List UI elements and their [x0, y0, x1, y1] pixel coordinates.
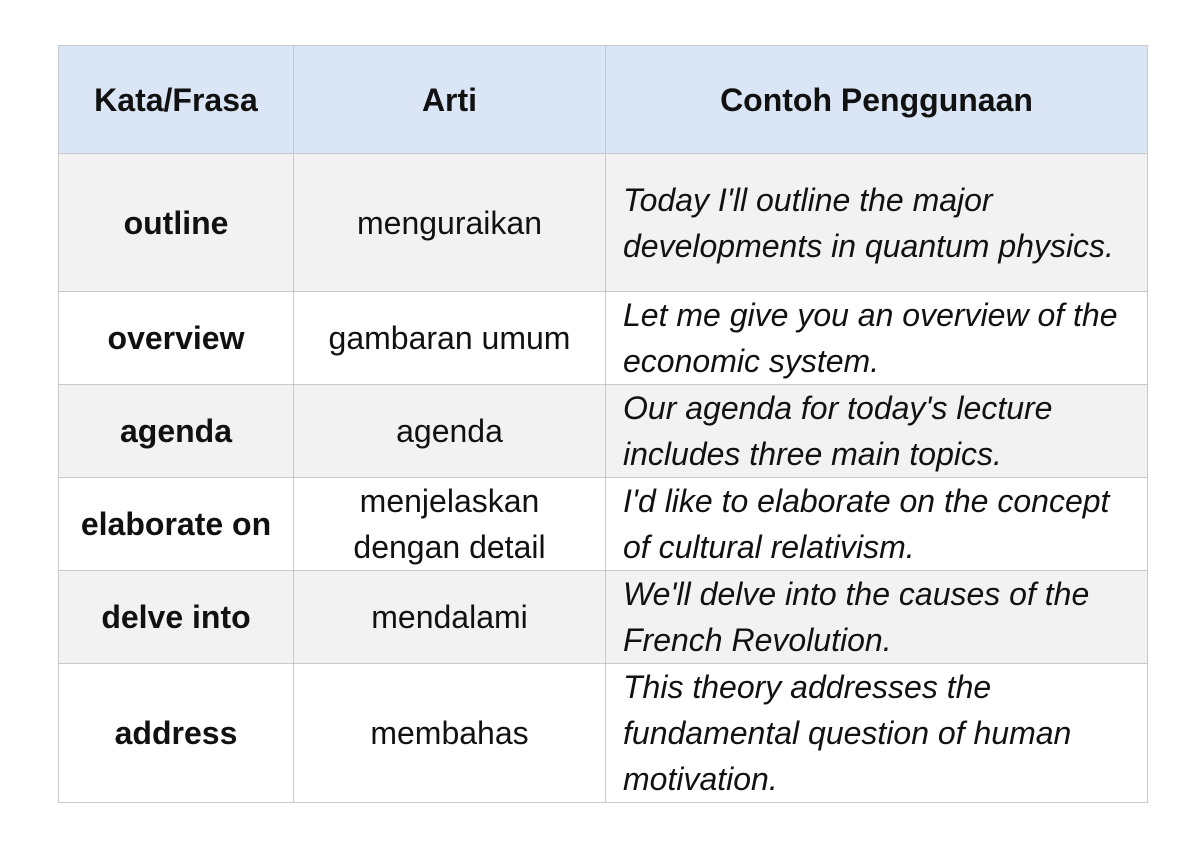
table-row [59, 292, 1148, 385]
header-meaning: Arti [294, 46, 606, 154]
meaning-cell: gambaran umum [294, 292, 606, 385]
table-header [59, 46, 1148, 154]
vocabulary-table [58, 45, 1148, 803]
example-cell: We'll delve into the causes of the French Revolution. [606, 571, 1148, 664]
meaning-cell: menjelaskan dengan detail [294, 478, 606, 571]
header-word: Kata/Frasa [59, 46, 294, 154]
table-row [59, 664, 1148, 803]
word-cell: agenda [59, 385, 294, 478]
example-cell: Our agenda for today's lecture includes three main topics. [606, 385, 1148, 478]
table-body [59, 154, 1148, 803]
example-cell: Let me give you an overview of the economic system. [606, 292, 1148, 385]
table-row [59, 478, 1148, 571]
example-cell: Today I'll outline the major developments in quantum physics. [606, 154, 1148, 292]
meaning-cell: membahas [294, 664, 606, 803]
word-cell: elaborate on [59, 478, 294, 571]
word-cell: delve into [59, 571, 294, 664]
meaning-cell: menguraikan [294, 154, 606, 292]
word-cell: address [59, 664, 294, 803]
header-example: Contoh Penggunaan [606, 46, 1148, 154]
header-row [59, 46, 1148, 154]
word-cell: overview [59, 292, 294, 385]
word-cell: outline [59, 154, 294, 292]
example-cell: This theory addresses the fundamental question of human motivation. [606, 664, 1148, 803]
table-row [59, 385, 1148, 478]
table-row [59, 154, 1148, 292]
meaning-cell: mendalami [294, 571, 606, 664]
example-cell: I'd like to elaborate on the concept of cultural relativism. [606, 478, 1148, 571]
table-row [59, 571, 1148, 664]
meaning-cell: agenda [294, 385, 606, 478]
